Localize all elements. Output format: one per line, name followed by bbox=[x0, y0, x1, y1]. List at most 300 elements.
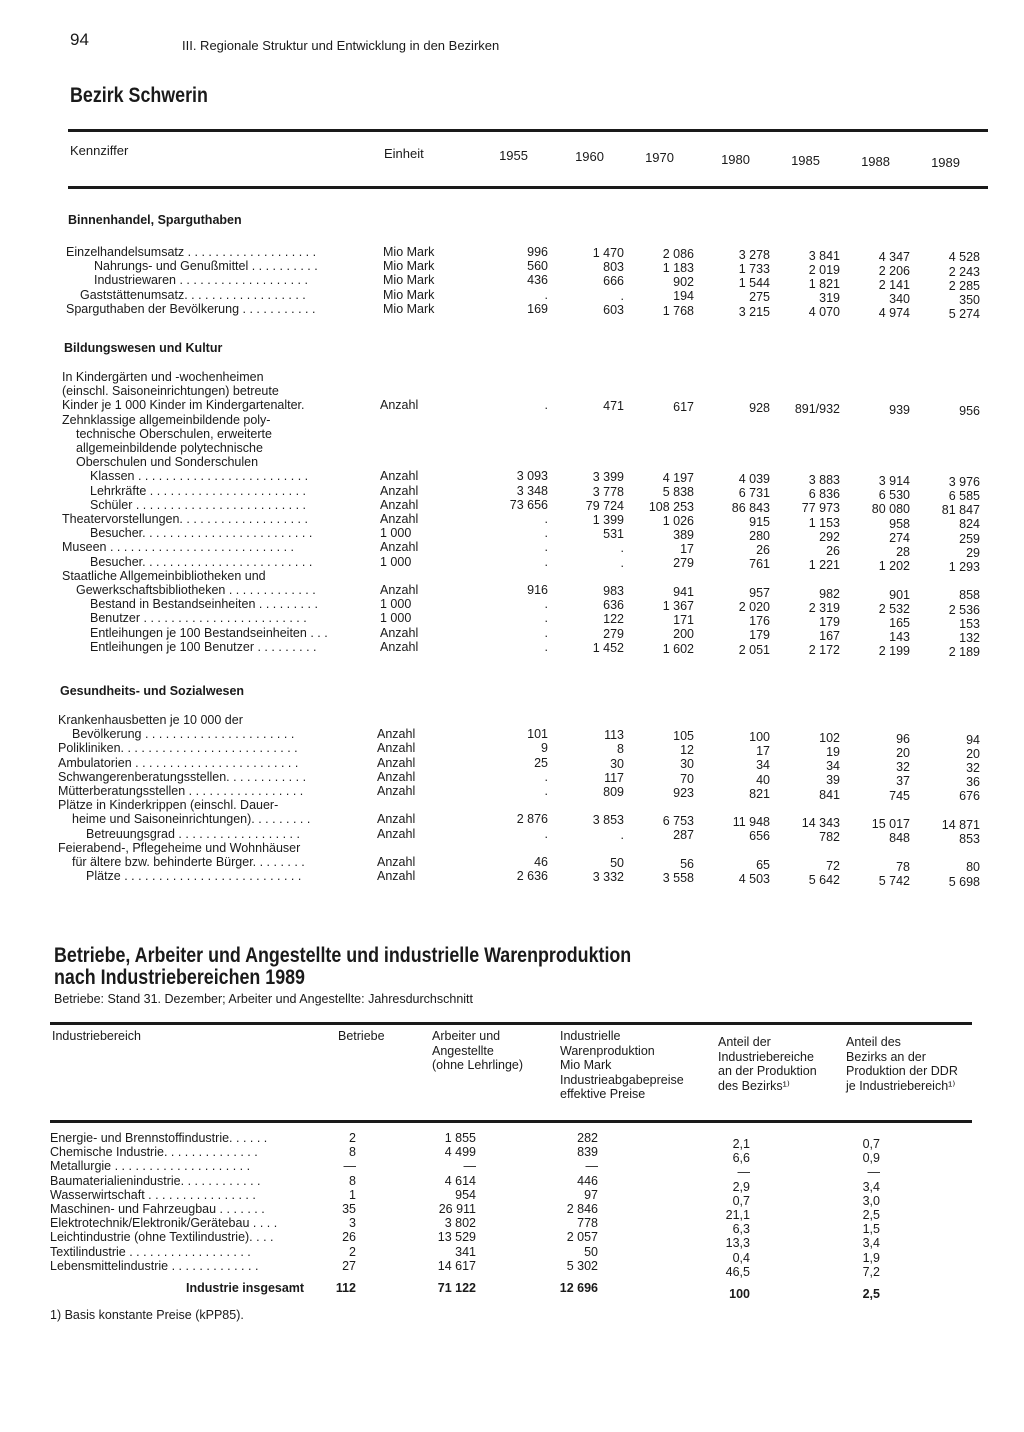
cell-value: . bbox=[544, 540, 548, 555]
year-header: 1989 bbox=[931, 155, 960, 171]
cell-value: . bbox=[544, 784, 548, 798]
table2-cell-value: 341 bbox=[455, 1244, 476, 1259]
cell-value: 1 367 bbox=[662, 599, 694, 613]
cell-value: 2 319 bbox=[808, 600, 840, 615]
row-label: Theatervorstellungen. . . . . . . . . . . . . . . . . . . bbox=[62, 512, 308, 526]
cell-value: 4 070 bbox=[808, 305, 840, 320]
cell-value: 280 bbox=[749, 528, 770, 543]
cell-value: 20 bbox=[896, 745, 910, 760]
col-head-einheit: Einheit bbox=[384, 146, 424, 161]
table2-cell-value: 954 bbox=[455, 1187, 476, 1202]
year-header: 1970 bbox=[645, 150, 674, 166]
cell-value: . bbox=[544, 526, 548, 541]
cell-value: 636 bbox=[603, 598, 624, 613]
table2-cell-value: — bbox=[737, 1165, 750, 1180]
cell-value: 858 bbox=[959, 588, 980, 603]
row-label: Bestand in Bestandseinheiten . . . . . . . . . bbox=[90, 597, 318, 612]
cell-value: 5 742 bbox=[878, 873, 910, 888]
table2-cell-value: 14 617 bbox=[437, 1258, 476, 1273]
row-unit: Mio Mark bbox=[383, 301, 435, 316]
row-unit: Anzahl bbox=[377, 741, 416, 756]
cell-value: 656 bbox=[749, 829, 770, 844]
cell-value: 915 bbox=[749, 514, 770, 529]
row-label: heime und Saisoneinrichtungen). . . . . . . . . bbox=[72, 812, 311, 827]
row-label: Entleihungen je 100 Bestandseinheiten . . . bbox=[90, 625, 328, 640]
table2-total-value: 112 bbox=[335, 1281, 356, 1295]
cell-value: 101 bbox=[527, 727, 548, 742]
cell-value: 841 bbox=[819, 787, 840, 802]
cell-value: . bbox=[620, 827, 624, 842]
year-header: 1980 bbox=[721, 151, 750, 167]
cell-value: 78 bbox=[896, 859, 910, 874]
cell-value: 15 017 bbox=[871, 816, 910, 831]
cell-value: 79 724 bbox=[585, 498, 624, 513]
table2-total-value: 100 bbox=[729, 1287, 750, 1301]
table2-col-header: Industrielle Warenproduktion Mio Mark Industrieabgabepreise effektive Preise bbox=[560, 1029, 684, 1101]
cell-value: 928 bbox=[749, 401, 770, 416]
cell-value: 761 bbox=[749, 557, 770, 572]
cell-value: . bbox=[620, 541, 624, 556]
table2-cell-value: 13,3 bbox=[725, 1236, 750, 1251]
cell-value: 3 558 bbox=[662, 871, 694, 885]
cell-value: 34 bbox=[756, 758, 770, 773]
table2-col-header: Betriebe bbox=[338, 1029, 385, 1043]
table2-row-label: Energie- und Brennstoffindustrie. . . . . . bbox=[50, 1131, 268, 1145]
table2-cell-value: — bbox=[343, 1159, 356, 1174]
cell-value: 3 976 bbox=[948, 474, 980, 489]
page-number: 94 bbox=[70, 30, 89, 49]
cell-value: 939 bbox=[889, 402, 910, 417]
cell-value: 72 bbox=[826, 858, 840, 873]
cell-value: 809 bbox=[603, 784, 624, 799]
cell-value: 340 bbox=[889, 292, 910, 307]
cell-value: 3 841 bbox=[808, 248, 840, 263]
cell-value: 3 278 bbox=[738, 247, 770, 262]
table2-col-header: Industriebereich bbox=[52, 1029, 141, 1043]
row-unit: 1 000 bbox=[380, 597, 412, 612]
row-unit: 1 000 bbox=[380, 526, 412, 541]
cell-value: 853 bbox=[959, 832, 980, 846]
row-unit: Anzahl bbox=[377, 727, 416, 742]
cell-value: 171 bbox=[673, 613, 694, 628]
table2-total-value: 12 696 bbox=[559, 1281, 598, 1295]
row-label: Plätze in Kinderkrippen (einschl. Dauer- bbox=[58, 798, 279, 813]
row-label: Besucher. . . . . . . . . . . . . . . . . . . . . . . . . bbox=[90, 554, 313, 569]
table2-cell-value: 1,9 bbox=[862, 1250, 880, 1265]
cell-value: 2 141 bbox=[878, 277, 910, 292]
row-label: Oberschulen und Sonderschulen bbox=[76, 455, 259, 470]
section-title: Binnenhandel, Sparguthaben bbox=[68, 213, 242, 227]
table2-cell-value: — bbox=[867, 1165, 880, 1180]
row-unit: Anzahl bbox=[377, 869, 416, 884]
cell-value: 958 bbox=[889, 516, 910, 531]
row-unit: Mio Mark bbox=[383, 259, 435, 274]
cell-value: 287 bbox=[673, 828, 694, 843]
cell-value: 153 bbox=[959, 616, 980, 631]
table2-cell-value: 0,7 bbox=[732, 1193, 750, 1208]
row-label: Lehrkräfte . . . . . . . . . . . . . . . . . . . . . . . bbox=[90, 483, 307, 498]
cell-value: 1 183 bbox=[662, 261, 694, 275]
table2-row-label: Metallurgie . . . . . . . . . . . . . . . . . . . . bbox=[50, 1159, 251, 1174]
table2-cell-value: 26 bbox=[342, 1230, 356, 1245]
row-label: In Kindergärten und -wochenheimen bbox=[62, 370, 264, 384]
table2-total-value: 71 122 bbox=[437, 1281, 476, 1295]
cell-value: 2 536 bbox=[948, 602, 980, 617]
table2-cell-value: 3 802 bbox=[444, 1216, 476, 1231]
table2-cell-value: 5 302 bbox=[566, 1258, 598, 1273]
row-unit: Anzahl bbox=[380, 497, 419, 512]
cell-value: 531 bbox=[603, 527, 624, 542]
row-label: Gaststättenumsatz. . . . . . . . . . . . . . . . . . bbox=[80, 287, 306, 302]
cell-value: 3 093 bbox=[516, 469, 548, 484]
row-label: Klassen . . . . . . . . . . . . . . . . . . . . . . . . . bbox=[90, 469, 309, 484]
cell-value: 30 bbox=[610, 756, 624, 771]
table2-cell-value: 2,9 bbox=[732, 1179, 750, 1194]
cell-value: 3 215 bbox=[738, 304, 770, 319]
cell-value: 6 585 bbox=[948, 489, 980, 503]
cell-value: . bbox=[544, 826, 548, 841]
table2-row-label: Leichtindustrie (ohne Textilindustrie). . . . bbox=[50, 1230, 274, 1245]
table2-top-rule bbox=[50, 1022, 972, 1025]
cell-value: 745 bbox=[889, 788, 910, 803]
table2-cell-value: 21,1 bbox=[725, 1208, 750, 1222]
table2-total-value: 2,5 bbox=[862, 1287, 880, 1301]
cell-value: 891/932 bbox=[794, 402, 840, 416]
table2-cell-value: 2 846 bbox=[566, 1202, 598, 1216]
table2-col-header: Anteil der Industriebereiche an der Produktion des Bezirks¹⁾ bbox=[718, 1035, 817, 1093]
cell-value: 165 bbox=[889, 615, 910, 630]
cell-value: 666 bbox=[603, 274, 624, 289]
cell-value: 169 bbox=[527, 301, 548, 316]
cell-value: 39 bbox=[826, 773, 840, 788]
cell-value: 2 206 bbox=[878, 263, 910, 278]
cell-value: 117 bbox=[604, 770, 624, 785]
cell-value: 70 bbox=[680, 771, 694, 786]
table2-col-header: Arbeiter und Angestellte (ohne Lehrlinge) bbox=[432, 1029, 524, 1072]
cell-value: 26 bbox=[756, 543, 770, 558]
cell-value: 80 080 bbox=[871, 502, 910, 517]
cell-value: 94 bbox=[966, 732, 980, 747]
row-label: Einzelhandelsumsatz . . . . . . . . . . . . . . . . . . . bbox=[66, 245, 317, 259]
row-unit: Anzahl bbox=[380, 512, 419, 526]
row-unit: 1 000 bbox=[380, 554, 412, 569]
cell-value: 19 bbox=[826, 745, 840, 759]
cell-value: 560 bbox=[527, 259, 548, 274]
row-unit: Anzahl bbox=[380, 639, 419, 654]
table2-cell-value: 0,4 bbox=[732, 1250, 750, 1265]
cell-value: 8 bbox=[617, 742, 624, 757]
table2-cell-value: 1 bbox=[349, 1187, 356, 1202]
row-unit: Anzahl bbox=[377, 812, 416, 827]
cell-value: 389 bbox=[673, 528, 694, 542]
row-unit: Anzahl bbox=[380, 398, 419, 413]
cell-value: 3 883 bbox=[808, 473, 840, 487]
table2-cell-value: 1,5 bbox=[862, 1222, 880, 1237]
row-unit: Anzahl bbox=[380, 483, 419, 498]
cell-value: . bbox=[544, 512, 548, 526]
cell-value: 941 bbox=[673, 584, 694, 599]
cell-value: 36 bbox=[966, 775, 980, 790]
cell-value: 1 470 bbox=[592, 245, 624, 260]
cell-value: 319 bbox=[819, 291, 840, 306]
cell-value: 2 876 bbox=[516, 812, 548, 827]
cell-value: 617 bbox=[673, 400, 694, 415]
table2-cell-value: 839 bbox=[577, 1145, 598, 1160]
table2-cell-value: 2 bbox=[349, 1244, 356, 1259]
cell-value: 782 bbox=[819, 830, 840, 845]
cell-value: 77 973 bbox=[801, 501, 840, 516]
cell-value: 56 bbox=[680, 856, 694, 871]
cell-value: 2 285 bbox=[948, 278, 980, 293]
cell-value: 824 bbox=[959, 517, 980, 532]
cell-value: 1 153 bbox=[808, 515, 840, 530]
cell-value: 3 348 bbox=[516, 483, 548, 498]
cell-value: 2 243 bbox=[948, 264, 980, 279]
row-label: Nahrungs- und Genußmittel . . . . . . . . . . bbox=[94, 259, 318, 274]
table2-row-label: Elektrotechnik/Elektronik/Gerätebau . . . . bbox=[50, 1216, 278, 1231]
cell-value: 471 bbox=[603, 399, 624, 414]
running-head: III. Regionale Struktur und Entwicklung in den Bezirken bbox=[182, 38, 500, 53]
cell-value: 86 843 bbox=[731, 500, 770, 515]
cell-value: 200 bbox=[673, 627, 694, 642]
table2-row-label: Wasserwirtschaft . . . . . . . . . . . . . . . . bbox=[50, 1187, 256, 1202]
table2-cell-value: 2,5 bbox=[862, 1208, 880, 1222]
row-unit: Anzahl bbox=[377, 826, 416, 841]
cell-value: 73 656 bbox=[509, 497, 548, 512]
cell-value: 3 778 bbox=[592, 484, 624, 499]
cell-value: 983 bbox=[603, 583, 624, 598]
cell-value: 5 642 bbox=[808, 872, 840, 887]
cell-value: 803 bbox=[603, 260, 624, 275]
table2-cell-value: 35 bbox=[342, 1202, 356, 1216]
cell-value: 17 bbox=[680, 542, 694, 557]
table2-head-rule bbox=[50, 1120, 972, 1123]
cell-value: 6 753 bbox=[662, 814, 694, 829]
cell-value: 279 bbox=[673, 556, 694, 571]
cell-value: 32 bbox=[896, 760, 910, 775]
row-unit: Anzahl bbox=[377, 769, 416, 784]
row-label: Plätze . . . . . . . . . . . . . . . . . . . . . . . . . . bbox=[86, 869, 302, 884]
cell-value: . bbox=[544, 597, 548, 612]
cell-value: 274 bbox=[889, 530, 910, 545]
table2-cell-value: 46,5 bbox=[725, 1264, 750, 1279]
row-unit: Anzahl bbox=[380, 540, 419, 555]
cell-value: . bbox=[544, 554, 548, 569]
row-label: Benutzer . . . . . . . . . . . . . . . . . . . . . . . . bbox=[90, 611, 307, 626]
cell-value: 279 bbox=[603, 626, 624, 641]
cell-value: 603 bbox=[603, 302, 624, 317]
cell-value: . bbox=[544, 769, 548, 784]
row-label: Polikliniken. . . . . . . . . . . . . . . . . . . . . . . . . . bbox=[58, 741, 298, 756]
cell-value: . bbox=[544, 625, 548, 640]
year-header: 1985 bbox=[791, 152, 820, 168]
cell-value: 996 bbox=[527, 245, 548, 259]
cell-value: 11 948 bbox=[732, 815, 770, 830]
cell-value: 1 026 bbox=[662, 513, 694, 528]
year-header: 1960 bbox=[575, 149, 604, 165]
cell-value: 122 bbox=[603, 612, 624, 627]
row-label: technische Oberschulen, erweiterte bbox=[76, 426, 272, 441]
table2-cell-value: 97 bbox=[584, 1187, 598, 1202]
cell-value: 81 847 bbox=[941, 503, 980, 518]
cell-value: 32 bbox=[966, 761, 980, 775]
cell-value: 1 768 bbox=[662, 303, 694, 318]
cell-value: 4 503 bbox=[738, 871, 770, 886]
table2-row-label: Chemische Industrie. . . . . . . . . . . . . . bbox=[50, 1145, 258, 1160]
cell-value: 916 bbox=[527, 583, 548, 597]
table1-head-rule bbox=[68, 186, 988, 189]
cell-value: 2 020 bbox=[738, 599, 770, 614]
cell-value: 12 bbox=[680, 743, 694, 758]
cell-value: 5 274 bbox=[948, 307, 980, 322]
table2-cell-value: 3,4 bbox=[862, 1236, 880, 1251]
table2-row-label: Textilindustrie . . . . . . . . . . . . . . . . . . bbox=[50, 1244, 251, 1259]
cell-value: . bbox=[620, 288, 624, 303]
cell-value: 108 253 bbox=[648, 499, 694, 514]
cell-value: 143 bbox=[889, 630, 910, 645]
cell-value: 3 399 bbox=[592, 470, 624, 485]
cell-value: 113 bbox=[604, 728, 624, 743]
table2-row-label: Baumaterialienindustrie. . . . . . . . . . . . bbox=[50, 1173, 261, 1188]
cell-value: 4 528 bbox=[948, 250, 980, 265]
table2-cell-value: — bbox=[585, 1159, 598, 1174]
cell-value: 3 853 bbox=[592, 813, 624, 828]
table1-title: Bezirk Schwerin bbox=[70, 84, 208, 107]
cell-value: 167 bbox=[819, 629, 840, 644]
table2-cell-value: 778 bbox=[577, 1216, 598, 1231]
cell-value: 1 202 bbox=[878, 559, 910, 574]
cell-value: 105 bbox=[673, 729, 694, 743]
table2-cell-value: 13 529 bbox=[437, 1230, 476, 1245]
table2-cell-value: 3,4 bbox=[862, 1179, 880, 1194]
row-label: Sparguthaben der Bevölkerung . . . . . . . . . . . bbox=[66, 301, 316, 316]
row-unit: 1 000 bbox=[380, 611, 412, 626]
table2-cell-value: 4 614 bbox=[444, 1173, 476, 1188]
cell-value: 102 bbox=[819, 730, 840, 745]
col-head-kennziffer: Kennziffer bbox=[70, 143, 129, 158]
cell-value: 28 bbox=[896, 544, 910, 559]
cell-value: 902 bbox=[673, 275, 694, 290]
table2-cell-value: 446 bbox=[577, 1173, 598, 1188]
cell-value: 176 bbox=[749, 614, 770, 629]
table2-cell-value: 27 bbox=[342, 1258, 356, 1273]
row-label: für ältere bzw. behinderte Bürger. . . . . . . . bbox=[72, 855, 305, 869]
row-label: Krankenhausbetten je 10 000 der bbox=[58, 713, 243, 727]
cell-value: 46 bbox=[534, 855, 548, 869]
cell-value: 2 636 bbox=[516, 869, 548, 884]
table2-cell-value: — bbox=[463, 1159, 476, 1174]
row-unit: Anzahl bbox=[377, 855, 416, 869]
row-label: Kinder je 1 000 Kinder im Kindergartenalter. bbox=[62, 398, 305, 413]
cell-value: 1 544 bbox=[738, 276, 770, 291]
table2-cell-value: 2 057 bbox=[566, 1230, 598, 1245]
cell-value: 29 bbox=[966, 545, 980, 560]
cell-value: 1 733 bbox=[738, 261, 770, 276]
row-label: Mütterberatungsstellen . . . . . . . . . . . . . . . . . bbox=[58, 784, 304, 798]
row-label: Betreuungsgrad . . . . . . . . . . . . . . . . . . bbox=[86, 826, 300, 841]
cell-value: 2 199 bbox=[878, 644, 910, 659]
cell-value: 923 bbox=[673, 785, 694, 800]
cell-value: 1 221 bbox=[808, 558, 840, 573]
cell-value: 80 bbox=[966, 860, 980, 875]
cell-value: 4 197 bbox=[662, 471, 694, 486]
cell-value: 4 347 bbox=[878, 249, 910, 264]
table2-cell-value: 7,2 bbox=[862, 1264, 880, 1279]
row-unit: Mio Mark bbox=[383, 273, 435, 288]
table2-title-line2: nach Industriebereichen 1989 bbox=[54, 966, 306, 989]
table2-row-label: Maschinen- und Fahrzeugbau . . . . . . . bbox=[50, 1202, 265, 1216]
cell-value: 2 189 bbox=[948, 645, 980, 660]
footnote-text: 1) Basis konstante Preise (kPP85). bbox=[50, 1308, 244, 1322]
cell-value: 3 332 bbox=[592, 870, 624, 885]
cell-value: 821 bbox=[749, 786, 770, 801]
row-label: Feierabend-, Pflegeheime und Wohnhäuser bbox=[58, 840, 301, 855]
table2-cell-value: 6,6 bbox=[732, 1151, 750, 1166]
row-label: Bevölkerung . . . . . . . . . . . . . . . . . . . . . . bbox=[72, 727, 295, 742]
row-unit: Anzahl bbox=[380, 583, 419, 597]
table2-cell-value: 2 bbox=[349, 1131, 356, 1145]
cell-value: 100 bbox=[749, 729, 770, 744]
table2-cell-value: 8 bbox=[349, 1173, 356, 1188]
table2-cell-value: 4 499 bbox=[444, 1145, 476, 1160]
table2-cell-value: 1 855 bbox=[444, 1131, 476, 1145]
cell-value: 40 bbox=[756, 772, 770, 787]
cell-value: 179 bbox=[749, 628, 770, 643]
cell-value: 26 bbox=[826, 544, 840, 558]
cell-value: 982 bbox=[819, 586, 840, 601]
cell-value: 2 172 bbox=[808, 643, 840, 658]
cell-value: 292 bbox=[819, 529, 840, 544]
cell-value: 14 343 bbox=[801, 816, 840, 830]
cell-value: 9 bbox=[541, 741, 548, 756]
row-unit: Anzahl bbox=[377, 784, 416, 798]
table2-cell-value: 2,1 bbox=[732, 1137, 750, 1151]
row-label: Museen . . . . . . . . . . . . . . . . . . . . . . . . . . . bbox=[62, 540, 295, 555]
row-label: Schüler . . . . . . . . . . . . . . . . . . . . . . . . . bbox=[90, 497, 307, 512]
cell-value: 17 bbox=[756, 744, 770, 759]
footnote bbox=[50, 1308, 244, 1322]
cell-value: 34 bbox=[826, 759, 840, 774]
cell-value: 30 bbox=[680, 757, 694, 772]
cell-value: 2 532 bbox=[878, 601, 910, 616]
section-title: Bildungswesen und Kultur bbox=[64, 341, 223, 355]
cell-value: . bbox=[544, 639, 548, 654]
row-label: Besucher. . . . . . . . . . . . . . . . . . . . . . . . . bbox=[90, 526, 313, 541]
year-header: 1955 bbox=[499, 148, 528, 163]
cell-value: 194 bbox=[673, 289, 694, 304]
row-label: (einschl. Saisoneinrichtungen) betreute bbox=[62, 384, 279, 399]
cell-value: 2 019 bbox=[808, 262, 840, 277]
cell-value: 6 836 bbox=[808, 487, 840, 502]
cell-value: 1 452 bbox=[592, 640, 624, 655]
table2-cell-value: 3,0 bbox=[862, 1193, 880, 1208]
cell-value: 4 039 bbox=[738, 472, 770, 487]
cell-value: 2 051 bbox=[738, 642, 770, 657]
cell-value: 6 731 bbox=[738, 486, 770, 501]
cell-value: 5 698 bbox=[948, 874, 980, 889]
cell-value: 259 bbox=[959, 531, 980, 546]
cell-value: 350 bbox=[959, 293, 980, 307]
cell-value: 1 293 bbox=[948, 560, 980, 574]
cell-value: 1 602 bbox=[662, 641, 694, 656]
cell-value: 20 bbox=[966, 746, 980, 761]
cell-value: 3 914 bbox=[878, 473, 910, 488]
row-label: Industriewaren . . . . . . . . . . . . . . . . . . . bbox=[94, 273, 308, 288]
section-title: Gesundheits- und Sozialwesen bbox=[60, 684, 245, 698]
table2-title-line1: Betriebe, Arbeiter und Angestellte und industrielle Warenproduktion bbox=[54, 944, 632, 967]
cell-value: 957 bbox=[749, 585, 770, 600]
cell-value: . bbox=[544, 398, 548, 413]
